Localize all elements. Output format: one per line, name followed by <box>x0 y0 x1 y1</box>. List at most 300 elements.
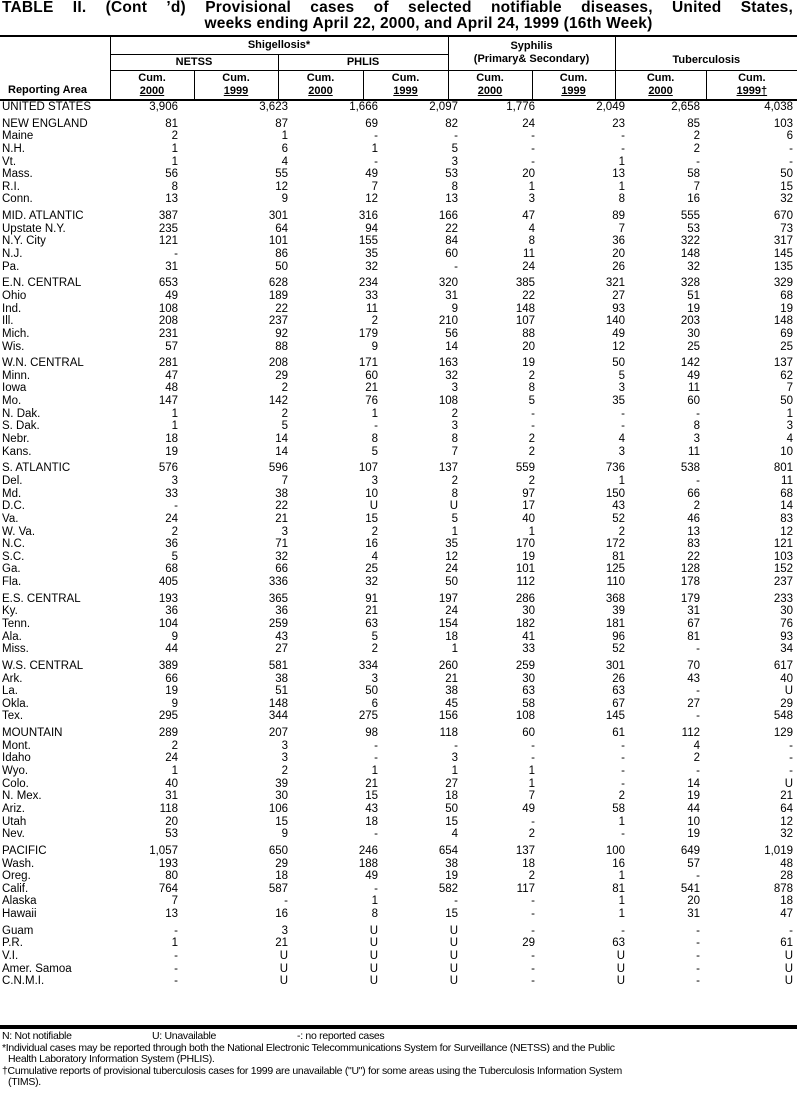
cell-value: 538 <box>680 462 700 475</box>
cell-value: 38 <box>445 857 458 870</box>
cell-value: 16 <box>612 857 625 870</box>
cell-value: U <box>369 937 378 950</box>
cell-value: 47 <box>522 210 535 223</box>
cell-value: 35 <box>612 395 625 408</box>
cell-value: 142 <box>680 357 700 370</box>
cell-value: 53 <box>445 168 458 181</box>
table-row <box>0 118 797 131</box>
cell-value: 2 <box>451 407 458 420</box>
cell-value: 33 <box>522 643 535 656</box>
cell-value: 29 <box>522 937 535 950</box>
cell-value: 24 <box>445 605 458 618</box>
cell-value: 64 <box>780 802 793 815</box>
cell-value: 148 <box>268 697 288 710</box>
table-row <box>0 828 797 841</box>
cell-value: 53 <box>687 222 700 235</box>
cell-value: 20 <box>522 168 535 181</box>
cell-value: - <box>531 815 535 828</box>
cell-value: 22 <box>445 222 458 235</box>
cell-value: - <box>696 975 700 988</box>
cell-value: 118 <box>159 802 178 815</box>
cell-value: - <box>621 142 625 155</box>
table-row <box>0 870 797 883</box>
cell-value: 8 <box>528 235 535 248</box>
cell-value: 14 <box>445 340 458 353</box>
cell-value: 32 <box>275 550 288 563</box>
cell-value: 57 <box>687 857 700 870</box>
cell-value: 4 <box>528 222 535 235</box>
cell-value: 82 <box>445 117 458 130</box>
cell-value: 179 <box>680 592 700 605</box>
cell-value: 30 <box>522 672 535 685</box>
cell-value: 40 <box>165 777 178 790</box>
reporting-area-label: Okla. <box>2 697 29 710</box>
cell-value: 801 <box>773 462 793 475</box>
reporting-area-label: Vt. <box>2 155 17 168</box>
footnote-shigellosis: *Individual cases may be reported through both the National Electronic Telecommunications System for Surveillance (NETSS) and the Public <box>2 1041 615 1054</box>
cell-value: 52 <box>612 512 625 525</box>
cell-value: 121 <box>773 538 793 551</box>
cell-value: 18 <box>445 790 458 803</box>
cell-value: - <box>696 924 700 937</box>
cell-value: U <box>369 975 378 988</box>
cell-value: 108 <box>515 710 535 723</box>
cell-value: - <box>374 882 378 895</box>
cell-value: 26 <box>612 260 625 273</box>
legend-line <box>2 1031 795 1043</box>
cell-value: 56 <box>445 327 458 340</box>
cell-value: 1 <box>451 765 458 778</box>
cell-value: - <box>621 777 625 790</box>
cell-value: 3 <box>693 433 700 446</box>
cell-value: 12 <box>365 193 378 206</box>
cell-value: U <box>784 975 793 988</box>
table-row <box>0 631 797 644</box>
cell-value: 4,038 <box>764 101 793 113</box>
reporting-area-label: E.N. CENTRAL <box>2 277 82 290</box>
cell-value: 49 <box>165 289 178 302</box>
cell-value: 58 <box>687 168 700 181</box>
table-row <box>0 685 797 698</box>
cell-value: 142 <box>268 395 288 408</box>
cell-value: 128 <box>680 563 700 576</box>
cell-value: 50 <box>445 802 458 815</box>
cell-value: 18 <box>780 895 793 908</box>
cell-value: 344 <box>268 710 288 723</box>
reporting-area-label: R.I. <box>2 180 20 193</box>
cell-value: 81 <box>612 550 625 563</box>
cell-value: 24 <box>522 117 535 130</box>
cell-value: 30 <box>522 605 535 618</box>
cell-value: U <box>449 500 458 513</box>
cell-value: 66 <box>165 672 178 685</box>
cell-value: 60 <box>445 248 458 261</box>
header-syphilis-sub: (Primary& Secondary) <box>473 53 590 66</box>
cell-value: 21 <box>275 512 288 525</box>
header-col-7: Cum. 2000 <box>615 70 706 100</box>
cell-value: 94 <box>365 222 378 235</box>
cell-value: 145 <box>773 248 793 261</box>
cell-value: 68 <box>780 487 793 500</box>
cell-value: 188 <box>358 857 378 870</box>
cell-value: - <box>696 685 700 698</box>
cell-value: 7 <box>528 790 535 803</box>
cell-value: 49 <box>365 870 378 883</box>
cell-value: 405 <box>158 576 178 589</box>
cell-value: 8 <box>451 433 458 446</box>
cell-value: 6 <box>786 130 793 143</box>
cell-value: 20 <box>165 815 178 828</box>
reporting-area-label: Ga. <box>2 563 21 576</box>
reporting-area-label: Ind. <box>2 302 22 315</box>
cell-value: 22 <box>687 550 700 563</box>
reporting-area-label: Mass. <box>2 168 33 181</box>
cell-value: - <box>531 908 535 921</box>
cell-value: 31 <box>445 289 458 302</box>
cell-value: 60 <box>365 369 378 382</box>
cell-value: - <box>454 739 458 752</box>
cell-value: 137 <box>515 844 535 857</box>
table-row <box>0 500 797 513</box>
cell-value: 576 <box>158 462 178 475</box>
cell-value: 13 <box>687 525 700 538</box>
reporting-area-label: Upstate N.Y. <box>2 222 66 235</box>
cell-value: 15 <box>275 815 288 828</box>
cell-value: U <box>449 962 458 975</box>
cell-value: 38 <box>275 487 288 500</box>
reporting-area-label: Tenn. <box>2 617 31 630</box>
cell-value: 9 <box>171 630 178 643</box>
cell-value: 295 <box>158 710 178 723</box>
cell-value: 40 <box>522 512 535 525</box>
cell-value: 61 <box>612 727 625 740</box>
cell-value: 36 <box>165 538 178 551</box>
header-phlis: PHLIS <box>278 54 448 70</box>
table-row <box>0 937 797 950</box>
cell-value: U <box>369 950 378 962</box>
cell-value: 2 <box>451 474 458 487</box>
reporting-area-label: PACIFIC <box>2 844 47 857</box>
table-row <box>0 605 797 618</box>
cell-value: 81 <box>612 882 625 895</box>
cell-value: 31 <box>687 908 700 921</box>
cell-value: U <box>616 950 625 962</box>
cell-value: 108 <box>158 302 178 315</box>
cell-value: 548 <box>773 710 793 723</box>
cell-value: 1 <box>618 815 625 828</box>
cell-value: - <box>696 710 700 723</box>
cell-value: 2 <box>528 433 535 446</box>
cell-value: 628 <box>268 277 288 290</box>
cell-value: 237 <box>268 315 288 328</box>
cell-value: 541 <box>680 882 700 895</box>
cell-value: 2 <box>618 525 625 538</box>
table-row <box>0 261 797 274</box>
reporting-area-label: N. Dak. <box>2 407 41 420</box>
cell-value: - <box>531 975 535 988</box>
cell-value: 21 <box>365 382 378 395</box>
cell-value: 3 <box>281 752 288 765</box>
cell-value: 110 <box>606 576 625 589</box>
reporting-area-label: Mo. <box>2 395 22 408</box>
cell-value: 210 <box>438 315 458 328</box>
reporting-area-label: Maine <box>2 130 34 143</box>
table-row <box>0 290 797 303</box>
cell-value: 317 <box>773 235 793 248</box>
cell-value: 7 <box>171 895 178 908</box>
cell-value: 33 <box>365 289 378 302</box>
header-reporting-area: Reporting Area <box>0 36 110 100</box>
cell-value: 76 <box>780 617 793 630</box>
legend-unavailable: U: Unavailable <box>152 1030 217 1042</box>
cell-value: - <box>696 937 700 950</box>
cell-value: - <box>621 752 625 765</box>
cell-value: 52 <box>612 643 625 656</box>
cell-value: 5 <box>528 395 535 408</box>
table-header <box>0 35 797 101</box>
header-col-4: Cum. 1999 <box>363 70 448 100</box>
cell-value: 25 <box>365 563 378 576</box>
table-row <box>0 816 797 829</box>
cell-value: - <box>531 739 535 752</box>
cell-value: - <box>174 500 178 513</box>
cell-value: 93 <box>612 302 625 315</box>
cell-value: 2,049 <box>596 101 625 113</box>
cell-value: 3 <box>281 924 288 937</box>
cell-value: 107 <box>515 315 535 328</box>
cell-value: 329 <box>773 277 793 290</box>
cell-value: 6 <box>281 142 288 155</box>
cell-value: U <box>449 975 458 988</box>
footnote-tuberculosis: †Cumulative reports of provisional tuberculosis cases for 1999 are unavailable ("U") for some areas using the Tuberculosis Information System <box>2 1064 622 1077</box>
cell-value: U <box>449 924 458 937</box>
cell-value: 112 <box>681 727 700 740</box>
cell-value: 14 <box>275 445 288 458</box>
cell-value: 16 <box>687 193 700 206</box>
cell-value: 86 <box>275 248 288 261</box>
cell-value: 28 <box>780 870 793 883</box>
cell-value: 301 <box>268 210 288 223</box>
table-row <box>0 382 797 395</box>
cell-value: 21 <box>445 672 458 685</box>
cell-value: 19 <box>780 302 793 315</box>
reporting-area-label: Va. <box>2 512 19 525</box>
cell-value: 62 <box>780 369 793 382</box>
cell-value: 19 <box>687 828 700 841</box>
cell-value: 12 <box>275 180 288 193</box>
cell-value: 1 <box>171 142 178 155</box>
reporting-area-label: V.I. <box>2 950 19 962</box>
cell-value: 650 <box>268 844 288 857</box>
cell-value: 148 <box>680 248 700 261</box>
cell-value: 49 <box>612 327 625 340</box>
cell-value: 19 <box>522 550 535 563</box>
cell-value: 121 <box>158 235 178 248</box>
cell-value: 3 <box>786 420 793 433</box>
cell-value: 41 <box>522 630 535 643</box>
cell-value: - <box>454 895 458 908</box>
cell-value: 81 <box>687 630 700 643</box>
table-row <box>0 778 797 791</box>
header-col-3: Cum. 2000 <box>278 70 363 100</box>
header-col-1: Cum. 2000 <box>110 70 194 100</box>
cell-value: 336 <box>268 576 288 589</box>
cell-value: - <box>696 474 700 487</box>
cell-value: 2,658 <box>671 101 700 113</box>
cell-value: 29 <box>275 369 288 382</box>
cell-value: 24 <box>522 260 535 273</box>
reporting-area-label: Ark. <box>2 672 23 685</box>
reporting-area-label: P.R. <box>2 937 23 950</box>
cell-value: 1 <box>371 765 378 778</box>
cell-value: 80 <box>165 870 178 883</box>
cell-value: 106 <box>268 802 288 815</box>
table-row <box>0 803 797 816</box>
cell-value: 15 <box>445 908 458 921</box>
cell-value: 15 <box>365 790 378 803</box>
cell-value: 22 <box>522 289 535 302</box>
table-row <box>0 698 797 711</box>
cell-value: 2 <box>693 500 700 513</box>
cell-value: 387 <box>158 210 178 223</box>
cell-value: 19 <box>165 685 178 698</box>
cell-value: 140 <box>605 315 625 328</box>
cell-value: 233 <box>773 592 793 605</box>
cell-value: 321 <box>605 277 625 290</box>
cell-value: 1 <box>528 777 535 790</box>
cell-value: 1 <box>451 525 458 538</box>
cell-value: - <box>174 924 178 937</box>
reporting-area-label: Md. <box>2 487 22 500</box>
cell-value: 8 <box>618 193 625 206</box>
cell-value: 76 <box>365 395 378 408</box>
cell-value: 2 <box>171 130 178 143</box>
cell-value: - <box>789 155 793 168</box>
reporting-area-label: S.C. <box>2 550 25 563</box>
table-row <box>0 950 797 963</box>
cell-value: 60 <box>687 395 700 408</box>
header-syphilis <box>448 36 615 70</box>
table-row <box>0 673 797 686</box>
cell-value: 66 <box>687 487 700 500</box>
cell-value: 129 <box>773 727 793 740</box>
cell-value: 50 <box>365 685 378 698</box>
cell-value: - <box>621 765 625 778</box>
footnote-tuberculosis-cont: (TIMS). <box>8 1076 41 1088</box>
cell-value: 7 <box>693 180 700 193</box>
reporting-area-label: Amer. Samoa <box>2 962 72 975</box>
cell-value: 1,019 <box>764 844 793 857</box>
cell-value: - <box>789 752 793 765</box>
cell-value: 9 <box>281 193 288 206</box>
cell-value: 50 <box>275 260 288 273</box>
cell-value: 12 <box>612 340 625 353</box>
cell-value: 30 <box>780 605 793 618</box>
cell-value: 2 <box>693 752 700 765</box>
cell-value: - <box>174 950 178 962</box>
reporting-area-label: Nev. <box>2 828 25 841</box>
table-title <box>0 0 797 32</box>
cell-value: - <box>174 975 178 988</box>
cell-value: 289 <box>158 727 178 740</box>
cell-value: 2 <box>528 474 535 487</box>
cell-value: 234 <box>358 277 378 290</box>
cell-value: 43 <box>612 500 625 513</box>
cell-value: 322 <box>680 235 700 248</box>
reporting-area-label: MID. ATLANTIC <box>2 210 84 223</box>
cell-value: 21 <box>275 937 288 950</box>
cell-value: 5 <box>171 550 178 563</box>
table-row <box>0 101 797 114</box>
cell-value: 208 <box>158 315 178 328</box>
cell-value: 29 <box>275 857 288 870</box>
table-row <box>0 593 797 606</box>
reporting-area-label: Mich. <box>2 327 30 340</box>
cell-value: 1 <box>618 870 625 883</box>
reporting-area-label: Calif. <box>2 882 29 895</box>
cell-value: 68 <box>780 289 793 302</box>
cell-value: 21 <box>365 777 378 790</box>
table-row <box>0 433 797 446</box>
table-row <box>0 908 797 921</box>
cell-value: 32 <box>687 260 700 273</box>
table-row <box>0 895 797 908</box>
cell-value: 2 <box>528 369 535 382</box>
cell-value: 389 <box>158 659 178 672</box>
cell-value: 14 <box>780 500 793 513</box>
cell-value: 301 <box>605 659 625 672</box>
table-row <box>0 660 797 673</box>
cell-value: 43 <box>275 630 288 643</box>
cell-value: 166 <box>438 210 458 223</box>
cell-value: 2 <box>528 828 535 841</box>
cell-value: 581 <box>268 659 288 672</box>
cell-value: 19 <box>165 445 178 458</box>
table-row <box>0 408 797 421</box>
cell-value: 260 <box>438 659 458 672</box>
cell-value: U <box>784 777 793 790</box>
cell-value: 1 <box>371 895 378 908</box>
cell-value: 56 <box>165 168 178 181</box>
cell-value: 33 <box>165 487 178 500</box>
cell-value: 15 <box>445 815 458 828</box>
cell-value: 3 <box>371 474 378 487</box>
cell-value: 69 <box>780 327 793 340</box>
cell-value: 193 <box>158 857 178 870</box>
cell-value: 117 <box>516 882 535 895</box>
cell-value: 9 <box>371 340 378 353</box>
reporting-area-label: Ala. <box>2 630 22 643</box>
cell-value: 103 <box>773 117 793 130</box>
reporting-area-label: Ohio <box>2 289 27 302</box>
cell-value: 2 <box>281 407 288 420</box>
cell-value: 231 <box>158 327 178 340</box>
cell-value: 1,057 <box>149 844 178 857</box>
table-bottom-rule <box>0 1025 797 1029</box>
reporting-area-label: Idaho <box>2 752 31 765</box>
cell-value: 275 <box>358 710 378 723</box>
cell-value: 36 <box>612 235 625 248</box>
cell-value: 14 <box>687 777 700 790</box>
cell-value: 237 <box>773 576 793 589</box>
cell-value: 57 <box>165 340 178 353</box>
cell-value: 51 <box>687 289 700 302</box>
cell-value: 91 <box>365 592 378 605</box>
table-row <box>0 643 797 656</box>
cell-value: U <box>449 950 458 962</box>
cell-value: 27 <box>275 643 288 656</box>
cell-value: - <box>454 260 458 273</box>
